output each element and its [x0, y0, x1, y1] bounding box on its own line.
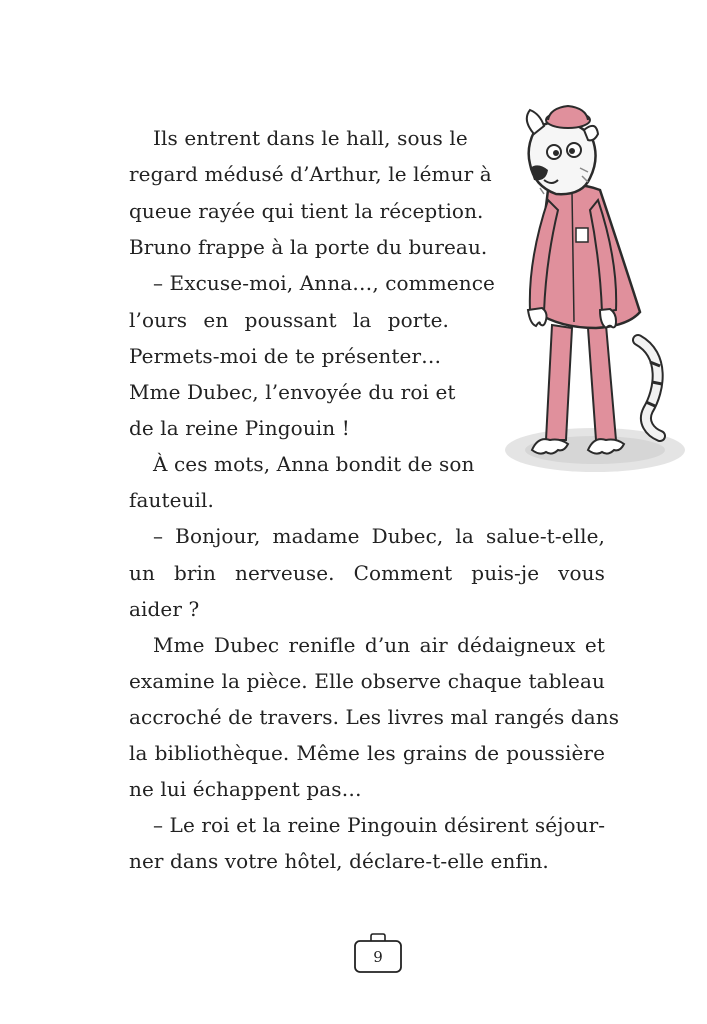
text-line: – Excuse-moi, Anna…, commence [153, 271, 495, 295]
text-line: – Le roi et la reine Pingouin désirent séjour- [153, 813, 606, 837]
text-line: accroché de travers. Les livres mal rangés dans [129, 705, 620, 729]
text-line: examine la pièce. Elle observe chaque tableau [129, 669, 605, 693]
text-line: ner dans votre hôtel, déclare-t-elle enfin. [129, 849, 549, 873]
text-line: un brin nerveuse. Comment puis-je vous [129, 561, 605, 585]
text-line: ne lui échappent pas… [129, 777, 362, 801]
text-line: queue rayée qui tient la réception. [129, 199, 484, 223]
text-line: Ils entrent dans le hall, sous le [153, 126, 468, 150]
page-number-badge [352, 933, 404, 975]
text-line: Bruno frappe à la porte du bureau. [129, 235, 488, 259]
page-number: 9 [373, 948, 383, 966]
text-line: de la reine Pingouin ! [129, 416, 350, 440]
text-line: regard médusé d’Arthur, le lémur à [129, 162, 492, 186]
text-line: la bibliothèque. Même les grains de poussière [129, 741, 605, 765]
text-line: À ces mots, Anna bondit de son [153, 452, 475, 476]
text-line: Mme Dubec, l’envoyée du roi et [129, 380, 456, 404]
text-line: Permets-moi de te présenter… [129, 344, 442, 368]
text-line: Mme Dubec renifle d’un air dédaigneux et [153, 633, 605, 657]
text-line: aider ? [129, 597, 200, 621]
text-line: – Bonjour, madame Dubec, la salue-t-elle, [153, 524, 605, 548]
text-line: fauteuil. [129, 488, 215, 512]
lemur-bellhop-icon [500, 100, 690, 480]
text-line: l’ours en poussant la porte. [129, 308, 449, 332]
